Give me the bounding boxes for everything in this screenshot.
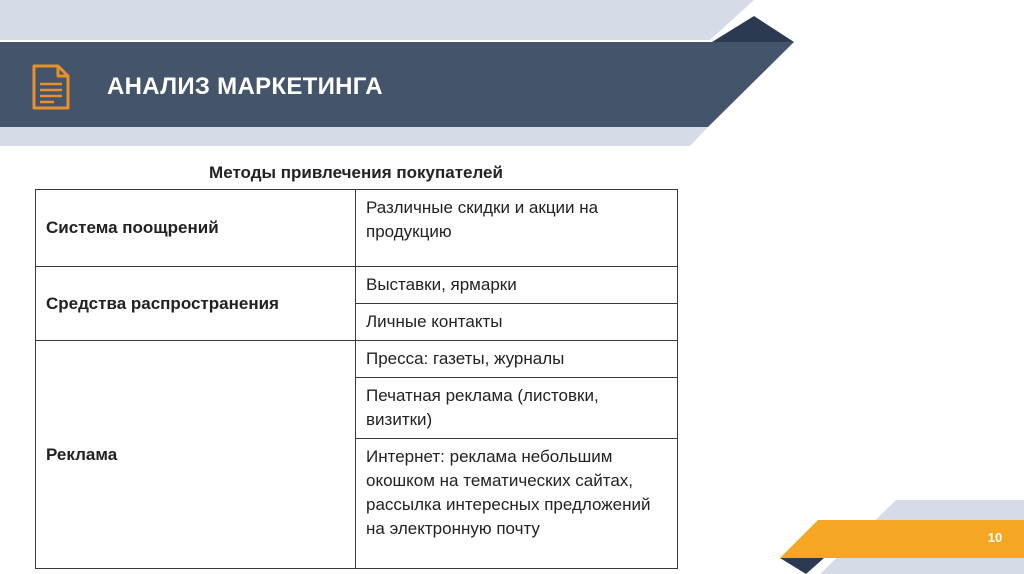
method-cell: Личные контакты: [356, 304, 678, 341]
method-cell: Различные скидки и акции на продукцию: [356, 190, 678, 267]
method-cell: Печатная реклама (листовки, визитки): [356, 378, 678, 439]
table-row: [36, 341, 678, 378]
category-cell: Система поощрений: [36, 190, 356, 267]
table-row: [36, 267, 678, 304]
page-number: 10: [987, 530, 1003, 545]
method-cell: Интернет: реклама небольшим окошком на тематических сайтах, рассылка интересных предложений на электронную почту: [356, 439, 678, 569]
methods-table: [35, 189, 678, 569]
category-cell: Реклама: [36, 341, 356, 569]
category-cell: Средства распространения: [36, 267, 356, 341]
top-light-band: [0, 0, 754, 40]
method-cell: Пресса: газеты, журналы: [356, 341, 678, 378]
method-cell: Выставки, ярмарки: [356, 267, 678, 304]
header-bottom-light-band: [0, 127, 708, 146]
table-row: [36, 190, 678, 267]
document-icon: [31, 64, 71, 110]
table-caption: Методы привлечения покупателей: [209, 163, 503, 182]
footer-dark-triangle: [780, 558, 824, 574]
slide-title: АНАЛИЗ МАРКЕТИНГА: [107, 73, 383, 100]
